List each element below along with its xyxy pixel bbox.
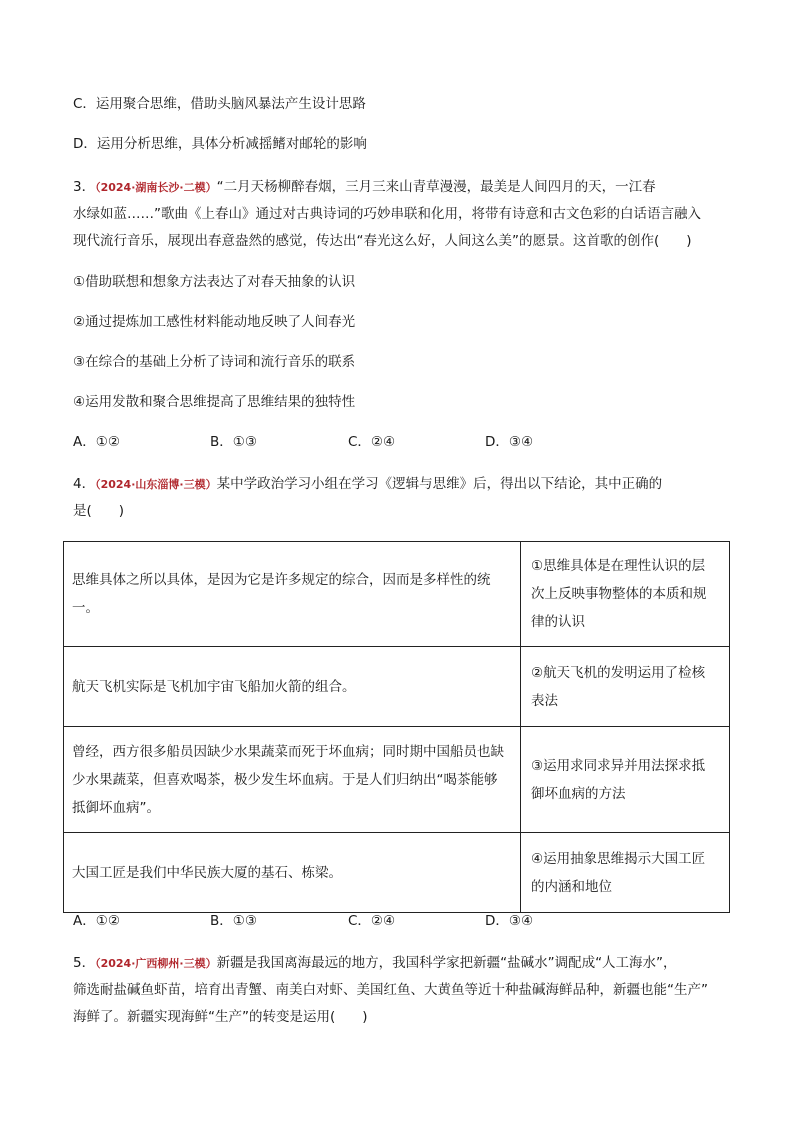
cell-text: ③运用求同求异并用法探求抵 xyxy=(531,757,706,774)
table-cell-conclusion xyxy=(521,542,730,647)
q5-source: （2024·广西柳州·三模） xyxy=(95,957,217,970)
q4-stem-line1 xyxy=(73,474,662,495)
cell-text: 表法 xyxy=(531,692,558,709)
q4-option-b: B．①③ xyxy=(210,913,257,929)
q3-option-d: D．③④ xyxy=(485,434,534,450)
cell-text: 少水果蔬菜，但喜欢喝茶，极少发生坏血病。于是人们归纳出“喝茶能够 xyxy=(72,771,498,788)
q3-source: （2024·湖南长沙·二模） xyxy=(95,181,217,194)
q4-stem-text1: 某中学政治学习小组在学习《逻辑与思维》后，得出以下结论，其中正确的 xyxy=(216,476,663,492)
cell-text: 律的认识 xyxy=(531,614,585,630)
cell-text: 航天飞机实际是飞机加宇宙飞船加火箭的组合。 xyxy=(72,678,356,695)
prev-option-c: C．运用聚合思维，借助头脑风暴法产生设计思路 xyxy=(73,96,366,112)
q4-number: 4． xyxy=(73,476,96,492)
table-row xyxy=(64,647,730,727)
table-cell-conclusion xyxy=(521,727,730,833)
q3-options xyxy=(73,432,733,452)
q3-item-4: ④运用发散和聚合思维提高了思维结果的独特性 xyxy=(73,394,356,410)
table-cell-statement xyxy=(64,542,521,647)
table-row xyxy=(64,727,730,833)
cell-text: ②航天飞机的发明运用了检核 xyxy=(531,664,706,681)
q3-stem-line2: 水绿如蓝……”歌曲《上春山》通过对古典诗词的巧妙串联和化用，将带有诗意和古文色彩的白话语言融入 xyxy=(73,206,701,222)
table-cell-conclusion xyxy=(521,647,730,727)
table-row xyxy=(64,833,730,913)
table-cell-conclusion xyxy=(521,833,730,913)
q3-number: 3． xyxy=(73,179,96,195)
q3-item-1: ①借助联想和想象方法表达了对春天抽象的认识 xyxy=(73,274,356,290)
q3-option-b: B．①③ xyxy=(210,434,257,450)
q5-stem-line3: 海鲜了。新疆实现海鲜“生产”的转变是运用( ) xyxy=(73,1009,368,1025)
cell-text: 次上反映事物整体的本质和规 xyxy=(531,586,707,602)
table-cell-statement xyxy=(64,833,521,913)
q3-option-a: A．①② xyxy=(73,434,120,450)
q3-stem-text1: “二月天杨柳醉春烟，三月三来山青草漫漫，最美是人间四月的天，一江春 xyxy=(216,179,656,195)
q5-number: 5． xyxy=(73,955,96,971)
q4-options xyxy=(73,911,733,931)
table-cell-statement xyxy=(64,727,521,833)
cell-text: 御坏血病的方法 xyxy=(531,785,626,802)
q4-option-c: C．②④ xyxy=(348,913,396,929)
q5-stem-text1: 新疆是我国离海最远的地方，我国科学家把新疆“盐碱水”调配成“人工海水”， xyxy=(216,955,677,971)
cell-text: 抵御坏血病”。 xyxy=(72,799,160,816)
q4-source: （2024·山东淄博·三模） xyxy=(95,478,217,491)
prev-option-d: D．运用分析思维，具体分析减摇鳍对邮轮的影响 xyxy=(73,136,367,152)
table-row xyxy=(64,542,730,647)
cell-text: 曾经，西方很多船员因缺少水果蔬菜而死于坏血病；同时期中国船员也缺 xyxy=(72,743,504,760)
cell-text: 的内涵和地位 xyxy=(531,878,612,895)
cell-text: 大国工匠是我们中华民族大厦的基石、栋梁。 xyxy=(72,864,342,881)
cell-text: ④运用抽象思维揭示大国工匠 xyxy=(531,850,706,867)
q3-stem-line1 xyxy=(73,177,656,198)
table-cell-statement xyxy=(64,647,521,727)
cell-text: ①思维具体是在理性认识的层 xyxy=(531,558,706,574)
q4-table xyxy=(63,541,730,913)
q4-option-d: D．③④ xyxy=(485,913,534,929)
cell-text: 思维具体之所以具体，是因为它是许多规定的综合，因而是多样性的统一。 xyxy=(72,572,491,616)
q3-option-c: C．②④ xyxy=(348,434,396,450)
q5-stem-line1 xyxy=(73,953,677,974)
q4-option-a: A．①② xyxy=(73,913,120,929)
q4-stem-line2: 是( ) xyxy=(73,503,125,519)
q3-item-2: ②通过提炼加工感性材料能动地反映了人间春光 xyxy=(73,314,356,330)
q3-stem-line3: 现代流行音乐，展现出春意盎然的感觉，传达出“春光这么好，人间这么美”的愿景。这首歌的创作( ) xyxy=(73,233,692,249)
q5-stem-line2: 筛选耐盐碱鱼虾苗，培育出青蟹、南美白对虾、美国红鱼、大黄鱼等近十种盐碱海鲜品种，新疆也能“生产” xyxy=(73,982,708,998)
q3-item-3: ③在综合的基础上分析了诗词和流行音乐的联系 xyxy=(73,354,356,370)
